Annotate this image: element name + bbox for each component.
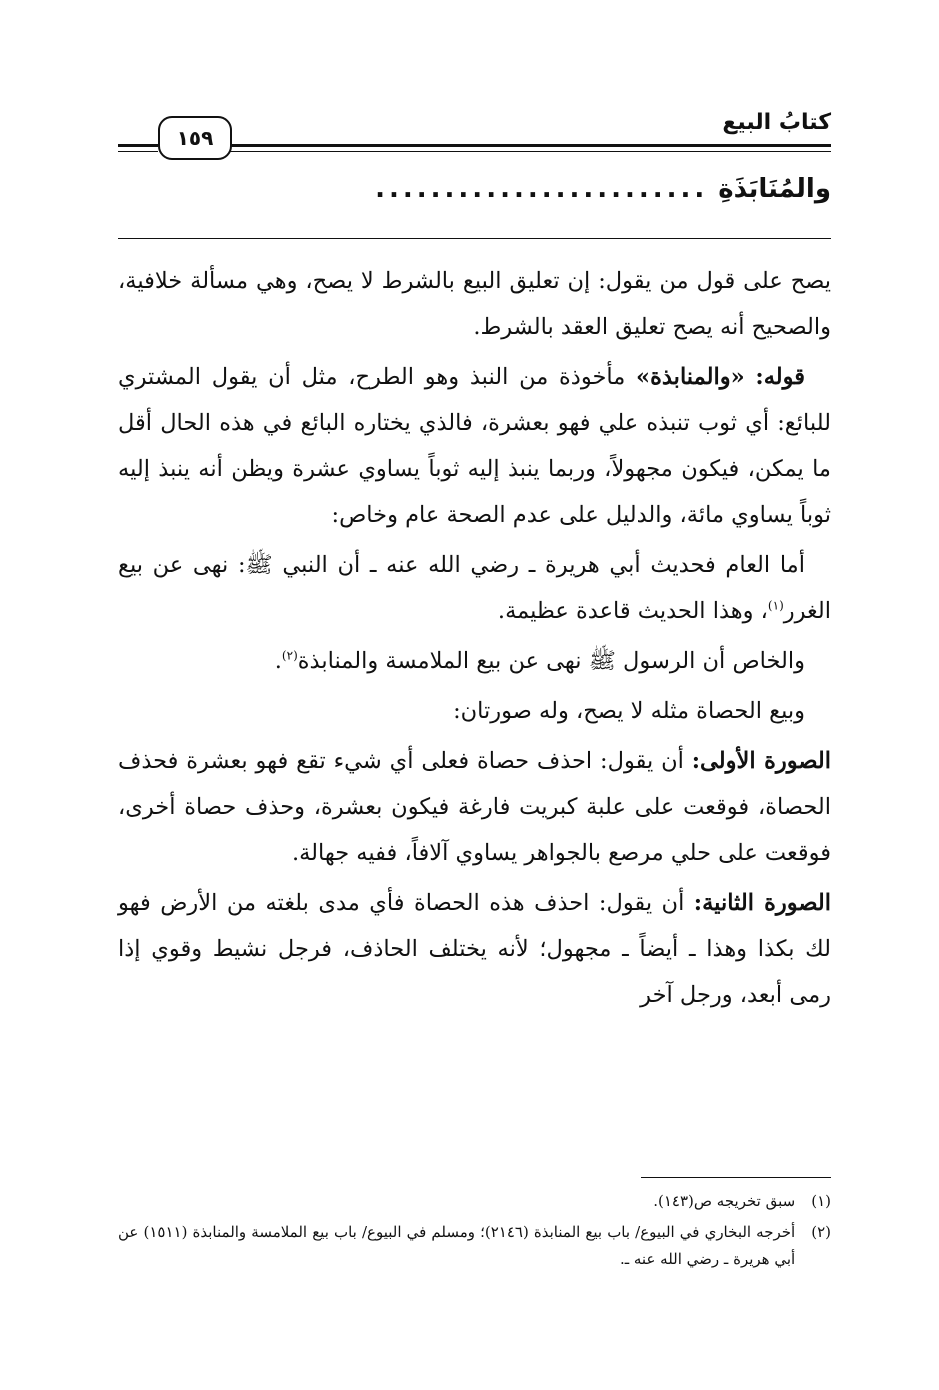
footnote-1	[118, 1188, 831, 1215]
running-header	[118, 108, 831, 158]
paragraph-5: وبيع الحصاة مثله لا يصح، وله صورتان:	[453, 698, 805, 724]
matn-text: والمُنَابَذَةِ	[718, 174, 831, 204]
paragraph-2-text: مأخوذة من النبذ وهو الطرح، مثل أن يقول المشتري للبائع: أي ثوب تنبذه علي فهو بعشرة، فالذي يختاره البائع في هذه الحال أقل ما يمكن، فيكون مجهولاً، وربما ينبذ إليه ثوباً يساوي عشرة ويظن أنه ينبذ إليه ثوباً يساوي مائة، والدليل على عدم الصحة عام وخاص:	[118, 364, 831, 528]
form-two-heading: الصورة الثانية:	[693, 890, 831, 916]
matn-line	[118, 174, 831, 204]
paragraph-3	[118, 542, 831, 634]
quoted-term: «والمنابذة»	[636, 364, 745, 390]
paragraph-4-tail: .	[274, 648, 282, 674]
paragraph-4	[118, 638, 831, 684]
footnote-divider	[641, 1177, 831, 1178]
page-number: ١٥٩	[158, 116, 232, 160]
header-rule-right	[230, 144, 831, 152]
paragraph-7-text: أن يقول: احذف هذه الحصاة فأي مدى بلغته من الأرض فهو لك بكذا وهذا ـ أيضاً ـ مجهول؛ لأنه يختلف الحاذف، فرجل نشيط وقوي إذا رمى أبعد، ورجل آخر	[118, 890, 831, 1008]
paragraph-3-text: أما العام فحديث أبي هريرة ـ رضي الله عنه ـ أن النبي ﷺ: نهى عن بيع الغرر	[118, 552, 831, 624]
paragraph-3-tail: ، وهذا الحديث قاعدة عظيمة.	[497, 598, 768, 624]
matn-divider	[118, 238, 831, 239]
footnote-number: (٢)	[811, 1223, 831, 1241]
footnotes	[118, 1188, 831, 1277]
paragraph-1: يصح على قول من يقول: إن تعليق البيع بالشرط لا يصح، وهي مسألة خلافية، والصحيح أنه يصح تعليق العقد بالشرط.	[118, 268, 831, 340]
paragraph-4-text: والخاص أن الرسول ﷺ نهى عن بيع الملامسة والمنابذة	[297, 648, 805, 674]
quote-lead: قوله:	[755, 364, 805, 390]
footnote-text: سبق تخريجه ص(١٤٣).	[653, 1192, 796, 1210]
footnote-number: (١)	[811, 1192, 831, 1210]
paragraph-6-text: أن يقول: احذف حصاة فعلى أي شيء تقع فهو بعشرة فحذف الحصاة، فوقعت على علبة كبريت فارغة فيكون بعشرة، وحذف حصاة أخرى، فوقعت على حلي مرصع بالجواهر يساوي آلافاً، ففيه جهالة.	[118, 748, 831, 866]
form-one-heading: الصورة الأولى:	[691, 748, 831, 774]
book-title: كتابُ البيع	[722, 110, 831, 135]
footnote-ref-1: (١)	[767, 598, 784, 613]
footnote-ref-2: (٢)	[281, 648, 298, 663]
commentary-body	[118, 258, 831, 1022]
paragraph-2	[118, 354, 831, 538]
paragraph-7	[118, 880, 831, 1018]
header-rule-left	[118, 144, 158, 152]
paragraph-6	[118, 738, 831, 876]
footnote-2	[118, 1219, 831, 1273]
matn-dots: ........................	[375, 174, 709, 204]
footnote-text: أخرجه البخاري في البيوع/ باب بيع المنابذة (٢١٤٦)؛ ومسلم في البيوع/ باب بيع الملامسة والمنابذة (١٥١١) عن أبي هريرة ـ رضي الله عنه ـ.	[118, 1223, 796, 1268]
